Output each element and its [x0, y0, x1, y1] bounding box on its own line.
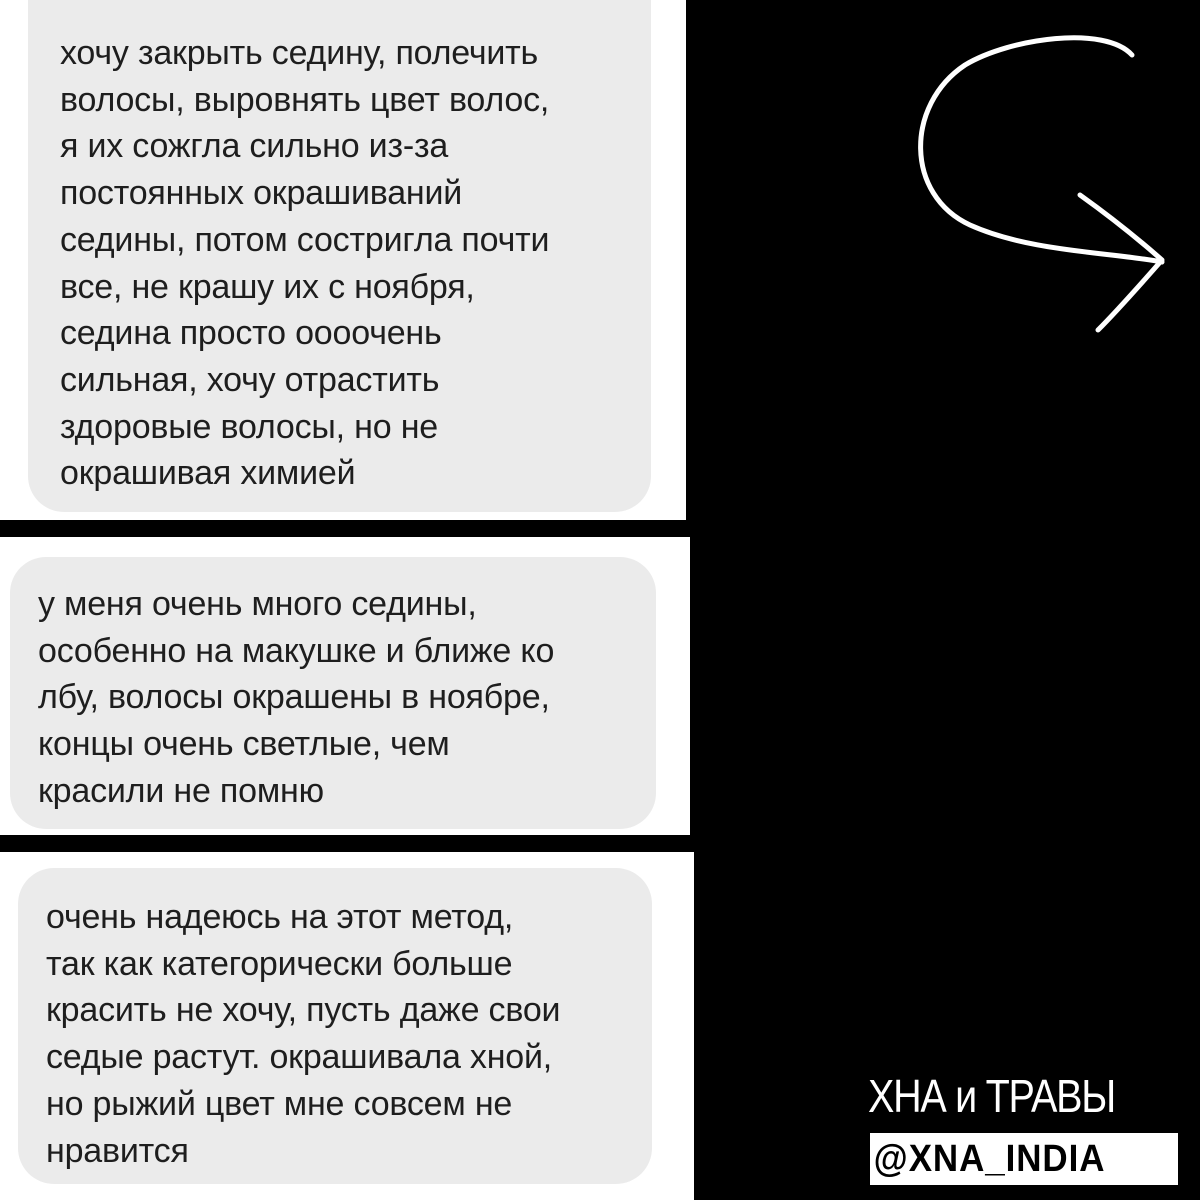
brand-handle: @XNA_INDIA: [873, 1138, 1106, 1180]
message-bubble-3: очень надеюсь на этот метод, так как категорически больше красить не хочу, пусть даже свои седые растут. окрашивала хной, но рыжий цвет мне совсем не нравится: [18, 868, 652, 1184]
message-bubble-2: у меня очень много седины, особенно на макушке и ближе ко лбу, волосы окрашены в ноябре, концы очень светлые, чем красили не помню: [10, 557, 656, 829]
screenshot-panel-1: [0, 0, 686, 520]
message-bubble-1: хочу закрыть седину, полечить волосы, выровнять цвет волос, я их сожгла сильно из-за постоянных окрашиваний седины, потом состригла почти все, не крашу их с ноября, седина просто оооочень сильная, хочу отрастить здоровые волосы, но не окрашивая химией: [28, 0, 651, 512]
screenshot-panel-3: [0, 852, 694, 1200]
brand-handle-box: [870, 1133, 1178, 1185]
screenshot-panel-2: [0, 537, 690, 835]
brand-title: ХНА и ТРАВЫ: [868, 1070, 1115, 1122]
curved-arrow-right-icon: [900, 20, 1180, 350]
